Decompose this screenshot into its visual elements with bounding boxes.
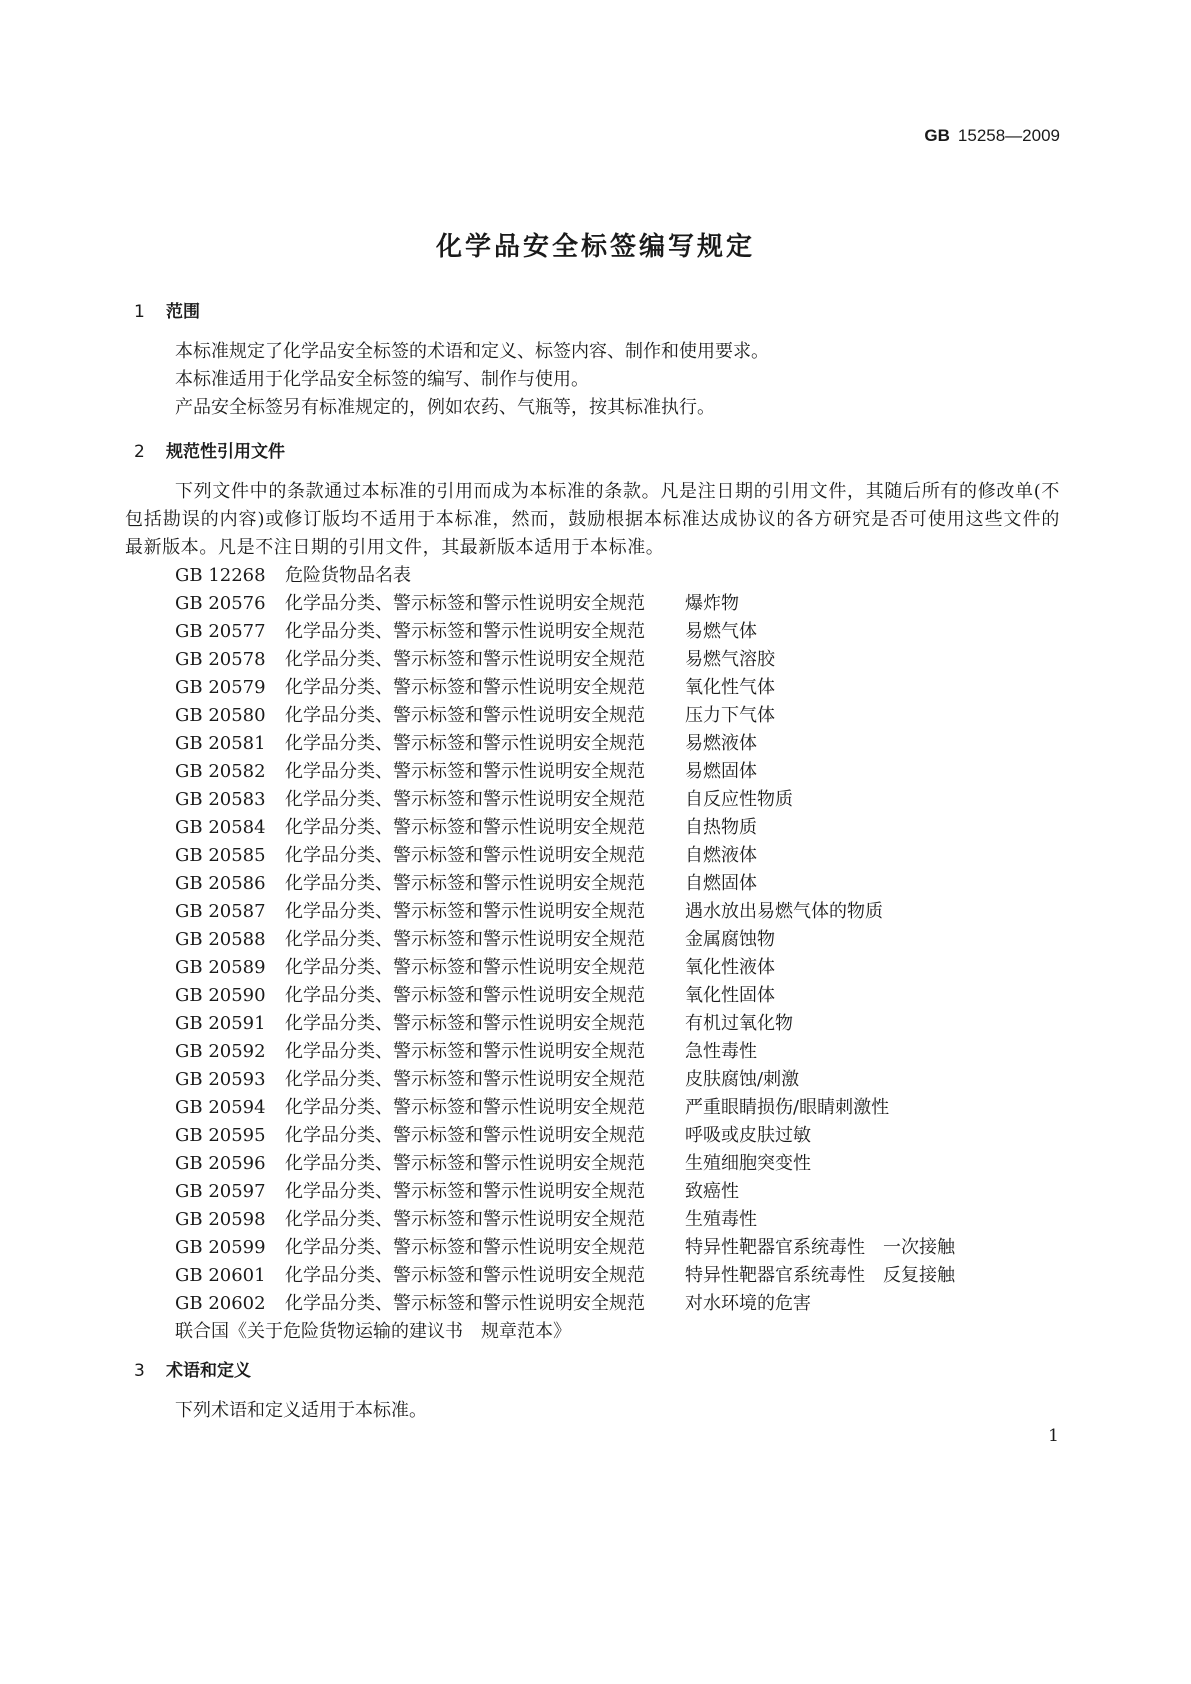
reference-title: 化学品分类、警示标签和警示性说明安全规范: [285, 733, 645, 754]
reference-code: GB 20592: [175, 1041, 266, 1062]
reference-title: 化学品分类、警示标签和警示性说明安全规范: [285, 1069, 645, 1090]
reference-code: GB 20590: [175, 985, 266, 1006]
reference-code: GB 20602: [175, 1293, 266, 1314]
reference-item: [175, 618, 955, 646]
reference-code: GB 20593: [175, 1069, 266, 1090]
reference-item: [175, 1010, 955, 1038]
reference-code: GB 20587: [175, 901, 266, 922]
reference-item: [175, 1066, 955, 1094]
reference-item: [175, 1234, 955, 1262]
standard-number: GB 15258—2009: [924, 126, 1060, 145]
reference-item: [175, 842, 955, 870]
reference-title: 化学品分类、警示标签和警示性说明安全规范: [285, 621, 645, 642]
reference-part: 急性毒性: [685, 1041, 757, 1062]
reference-item: [175, 954, 955, 982]
reference-title: 化学品分类、警示标签和警示性说明安全规范: [285, 1237, 645, 1258]
reference-item: [175, 1038, 955, 1066]
reference-item: [175, 1290, 955, 1318]
scope-line: 产品安全标签另有标准规定的，例如农药、气瓶等，按其标准执行。: [175, 397, 715, 418]
section-3-body: 下列术语和定义适用于本标准。: [175, 1400, 427, 1421]
reference-part: 遇水放出易燃气体的物质: [685, 901, 883, 922]
reference-title: 化学品分类、警示标签和警示性说明安全规范: [285, 817, 645, 838]
section-2-paragraph: 下列文件中的条款通过本标准的引用而成为本标准的条款。凡是注日期的引用文件，其随后所有的修改单(不包括勘误的内容)或修订版均不适用于本标准，然而，鼓励根据本标准达成协议的各方研究是否可使用这些文件的最新版本。凡是不注日期的引用文件，其最新版本适用于本标准。: [125, 481, 1060, 558]
reference-code: GB 20597: [175, 1181, 266, 1202]
reference-part: 自燃固体: [685, 873, 757, 894]
section-heading-2: 2 规范性引用文件: [134, 442, 285, 462]
reference-item: [175, 814, 955, 842]
reference-title: 化学品分类、警示标签和警示性说明安全规范: [285, 901, 645, 922]
reference-code: GB 20580: [175, 705, 266, 726]
scope-line: 本标准适用于化学品安全标签的编写、制作与使用。: [175, 369, 589, 390]
reference-part: 生殖细胞突变性: [685, 1153, 811, 1174]
reference-part: 特异性靶器官系统毒性 反复接触: [685, 1265, 955, 1286]
scope-line: 本标准规定了化学品安全标签的术语和定义、标签内容、制作和使用要求。: [175, 341, 769, 362]
reference-item: [175, 1094, 955, 1122]
reference-item: [175, 730, 955, 758]
reference-item: [175, 786, 955, 814]
section-1-body: [175, 338, 769, 422]
reference-code: GB 20599: [175, 1237, 266, 1258]
reference-item: [175, 646, 955, 674]
reference-title: 化学品分类、警示标签和警示性说明安全规范: [285, 1209, 645, 1230]
page-title: 化学品安全标签编写规定: [435, 232, 755, 262]
reference-part: 特异性靶器官系统毒性 一次接触: [685, 1237, 955, 1258]
reference-part: 氧化性固体: [685, 985, 775, 1006]
reference-code: GB 20596: [175, 1153, 266, 1174]
reference-part: 压力下气体: [685, 705, 775, 726]
reference-code: GB 20595: [175, 1125, 266, 1146]
reference-item: [175, 1262, 955, 1290]
reference-item: [175, 590, 955, 618]
reference-title: 化学品分类、警示标签和警示性说明安全规范: [285, 845, 645, 866]
reference-code: GB 20586: [175, 873, 266, 894]
reference-code: GB 20584: [175, 817, 266, 838]
reference-code: GB 20594: [175, 1097, 266, 1118]
page-number: 1: [1048, 1426, 1059, 1446]
reference-item: [175, 758, 955, 786]
reference-title: 化学品分类、警示标签和警示性说明安全规范: [285, 1041, 645, 1062]
reference-item: [175, 1122, 955, 1150]
reference-code: GB 20577: [175, 621, 266, 642]
reference-item: [175, 870, 955, 898]
reference-code: GB 20583: [175, 789, 266, 810]
reference-code: GB 20598: [175, 1209, 266, 1230]
reference-title: 化学品分类、警示标签和警示性说明安全规范: [285, 1265, 645, 1286]
reference-item: [175, 926, 955, 954]
reference-title: 化学品分类、警示标签和警示性说明安全规范: [285, 761, 645, 782]
reference-title: 化学品分类、警示标签和警示性说明安全规范: [285, 649, 645, 670]
reference-list: [175, 562, 955, 1346]
reference-code: GB 20588: [175, 929, 266, 950]
reference-item: [175, 898, 955, 926]
reference-item: [175, 982, 955, 1010]
reference-title: 化学品分类、警示标签和警示性说明安全规范: [285, 705, 645, 726]
reference-part: 生殖毒性: [685, 1209, 757, 1230]
reference-part: 易燃液体: [685, 733, 757, 754]
reference-part: 自反应性物质: [685, 789, 793, 810]
reference-part: 氧化性气体: [685, 677, 775, 698]
reference-title: 化学品分类、警示标签和警示性说明安全规范: [285, 677, 645, 698]
reference-part: 有机过氧化物: [685, 1013, 793, 1034]
reference-part: 易燃气溶胶: [685, 649, 775, 670]
reference-code: GB 20591: [175, 1013, 266, 1034]
reference-un: 联合国《关于危险货物运输的建议书 规章范本》: [175, 1321, 571, 1342]
reference-title: 化学品分类、警示标签和警示性说明安全规范: [285, 873, 645, 894]
reference-part: 易燃气体: [685, 621, 757, 642]
reference-title: 化学品分类、警示标签和警示性说明安全规范: [285, 593, 645, 614]
reference-code: GB 20585: [175, 845, 266, 866]
reference-part: 致癌性: [685, 1181, 739, 1202]
reference-part: 皮肤腐蚀/刺激: [685, 1069, 800, 1090]
reference-title: 危险货物品名表: [285, 565, 411, 586]
reference-code: GB 20582: [175, 761, 266, 782]
reference-item: [175, 1206, 955, 1234]
reference-title: 化学品分类、警示标签和警示性说明安全规范: [285, 1013, 645, 1034]
reference-item: [175, 562, 955, 590]
reference-item: [175, 1150, 955, 1178]
reference-code: GB 12268: [175, 565, 266, 586]
reference-title: 化学品分类、警示标签和警示性说明安全规范: [285, 985, 645, 1006]
reference-part: 对水环境的危害: [685, 1293, 811, 1314]
reference-item: [175, 702, 955, 730]
reference-part: 氧化性液体: [685, 957, 775, 978]
section-heading-3: 3 术语和定义: [134, 1361, 251, 1381]
reference-code: GB 20578: [175, 649, 266, 670]
reference-code: GB 20601: [175, 1265, 266, 1286]
reference-title: 化学品分类、警示标签和警示性说明安全规范: [285, 1181, 645, 1202]
reference-title: 化学品分类、警示标签和警示性说明安全规范: [285, 1125, 645, 1146]
reference-part: 易燃固体: [685, 761, 757, 782]
reference-item: [175, 674, 955, 702]
reference-code: GB 20581: [175, 733, 266, 754]
reference-title: 化学品分类、警示标签和警示性说明安全规范: [285, 929, 645, 950]
reference-part: 爆炸物: [685, 593, 739, 614]
reference-part: 自燃液体: [685, 845, 757, 866]
reference-title: 化学品分类、警示标签和警示性说明安全规范: [285, 789, 645, 810]
reference-part: 呼吸或皮肤过敏: [685, 1125, 811, 1146]
reference-title: 化学品分类、警示标签和警示性说明安全规范: [285, 957, 645, 978]
reference-code: GB 20589: [175, 957, 266, 978]
reference-part: 金属腐蚀物: [685, 929, 775, 950]
reference-title: 化学品分类、警示标签和警示性说明安全规范: [285, 1293, 645, 1314]
reference-title: 化学品分类、警示标签和警示性说明安全规范: [285, 1097, 645, 1118]
reference-title: 化学品分类、警示标签和警示性说明安全规范: [285, 1153, 645, 1174]
reference-code: GB 20576: [175, 593, 266, 614]
section-heading-1: 1 范围: [134, 302, 200, 322]
reference-code: GB 20579: [175, 677, 266, 698]
reference-part: 严重眼睛损伤/眼睛刺激性: [685, 1097, 890, 1118]
reference-item: [175, 1178, 955, 1206]
reference-part: 自热物质: [685, 817, 757, 838]
